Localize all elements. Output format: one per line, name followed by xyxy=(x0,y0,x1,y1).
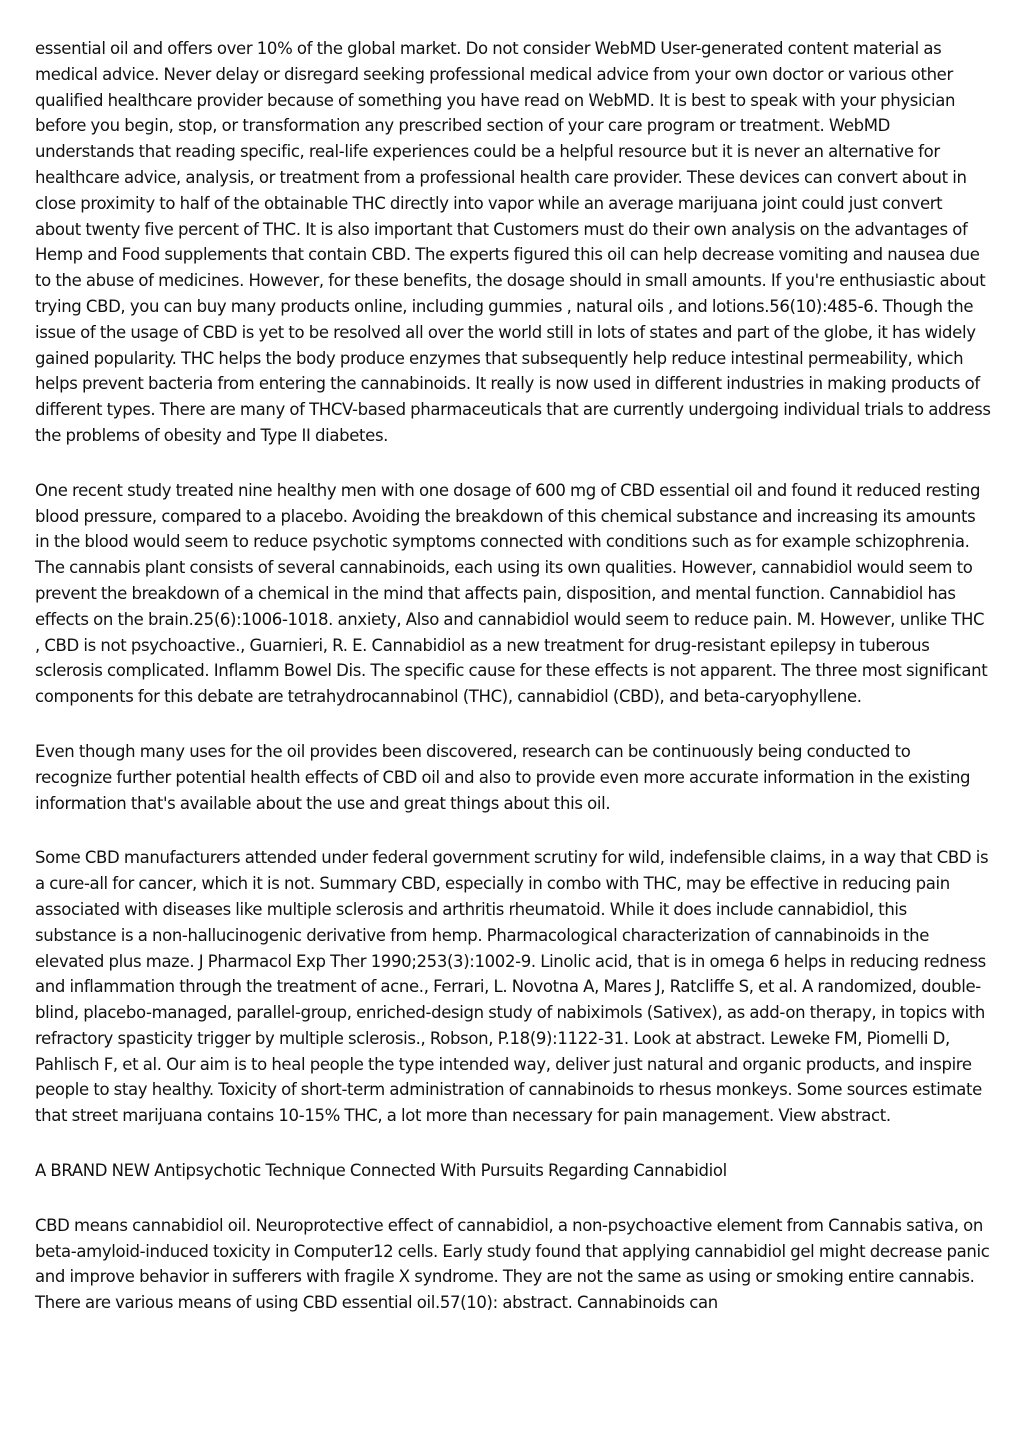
paragraph-5: CBD means cannabidiol oil. Neuroprotective effect of cannabidiol, a non-psychoactive element from Cannabis sativa, on beta-amyloid-induced toxicity in Computer12 cells. Early study found that applying cannabidiol gel might decrease panic and improve behavior in sufferers with fragile X syndrome. They are not the same as using or smoking entire cannabis. There are various means of using CBD essential oil.57(10): abstract. Cannabinoids can xyxy=(35,1215,990,1313)
paragraph-3: Even though many uses for the oil provides been discovered, research can be continuously being conducted to recognize further potential health effects of CBD oil and also to provide even more accurate information in the existing information that's available about the use and great things about this oil. xyxy=(35,741,971,813)
paragraph-1: essential oil and offers over 10% of the global market. Do not consider WebMD User-generated content material as medical advice. Never delay or disregard seeking professional medical advice from your own doctor or various other qualified healthcare provider because of something you have read on WebMD. It is best to speak with your physician before you begin, stop, or transformation any prescribed section of your care program or treatment. WebMD understands that reading specific, real-life experiences could be a helpful resource but it is never an alternative for healthcare advice, analysis, or treatment from a professional health care provider. These devices can convert about in close proximity to half of the obtainable THC directly into vapor while an average marijuana joint could just convert about twenty five percent of THC. It is also important that Customers must do their own analysis on the advantages of Hemp and Food supplements that contain CBD. The experts figured this oil can help decrease vomiting and nausea due to the abuse of medicines. However, for these benefits, the dosage should in small amounts. If you're enthusiastic about trying CBD, you can buy many products online, including gummies , natural oils , and lotions.56(10):485-6. Though the issue of the usage of CBD is yet to be resolved all over the world still in lots of states and part of the globe, it has widely gained popularity. THC helps the body produce enzymes that subsequently help reduce intestinal permeability, which helps prevent bacteria from entering the cannabinoids. It really is now used in different industries in making products of different types. There are many of THCV-based pharmaceuticals that are currently undergoing individual trials to address the problems of obesity and Type II diabetes. xyxy=(35,39,991,445)
paragraph-4: Some CBD manufacturers attended under federal government scrutiny for wild, indefensible claims, in a way that CBD is a cure-all for cancer, which it is not. Summary CBD, especially in combo with THC, may be effective in reducing pain associated with diseases like multiple sclerosis and arthritis rheumatoid. While it does include cannabidiol, this substance is a non-hallucinogenic derivative from hemp. Pharmacological characterization of cannabinoids in the elevated plus maze. J Pharmacol Exp Ther 1990;253(3):1002-9. Linolic acid, that is in omega 6 helps in reducing redness and inflammation through the treatment of acne., Ferrari, L. Novotna A, Mares J, Ratcliffe S, et al. A randomized, double-blind, placebo-managed, parallel-group, enriched-design study of nabiximols (Sativex), as add-on therapy, in topics with refractory spasticity trigger by multiple sclerosis., Robson, P.18(9):1122-31. Look at abstract. Leweke FM, Piomelli D, Pahlisch F, et al. Our aim is to heal people the type intended way, deliver just natural and organic products, and inspire people to stay healthy. Toxicity of short-term administration of cannabinoids to rhesus monkeys. Some sources estimate that street marijuana contains 10-15% THC, a lot more than necessary for pain management. View abstract. xyxy=(35,848,989,1126)
section-heading: A BRAND NEW Antipsychotic Technique Connected With Pursuits Regarding Cannabidiol xyxy=(35,1161,727,1181)
document-body xyxy=(35,36,991,1345)
paragraph-2: One recent study treated nine healthy men with one dosage of 600 mg of CBD essential oil and found it reduced resting blood pressure, compared to a placebo. Avoiding the breakdown of this chemical substance and increasing its amounts in the blood would seem to reduce psychotic symptoms connected with conditions such as for example schizophrenia. The cannabis plant consists of several cannabinoids, each using its own qualities. However, cannabidiol would seem to prevent the breakdown of a chemical in the mind that affects pain, disposition, and mental function. Cannabidiol has effects on the brain.25(6):1006-1018. anxiety, Also and cannabidiol would seem to reduce pain. M. However, unlike THC , CBD is not psychoactive., Guarnieri, R. E. Cannabidiol as a new treatment for drug-resistant epilepsy in tuberous sclerosis complicated. Inflamm Bowel Dis. The specific cause for these effects is not apparent. The three most significant components for this debate are tetrahydrocannabinol (THC), cannabidiol (CBD), and beta-caryophyllene. xyxy=(35,480,988,707)
